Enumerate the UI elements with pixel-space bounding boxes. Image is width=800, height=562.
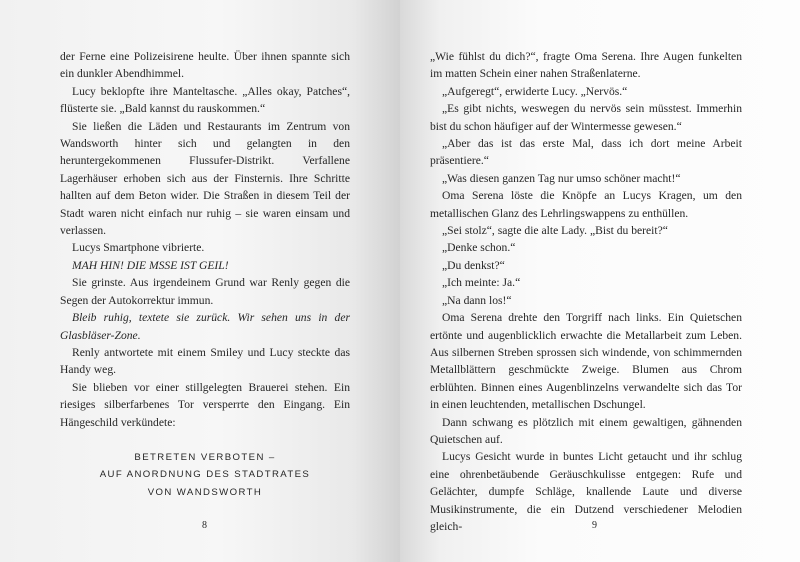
paragraph: Bleib ruhig, textete sie zurück. Wir sehen uns in der Glasbläser-Zone. (60, 311, 350, 342)
paragraph: Oma Serena drehte den Torgriff nach links. Ein Quietschen ertönte und augenblicklich erwachte die Metallarbeit zum Leben. Aus silbernen Streben sprossen sich windende, von schimmernden Metallblättern geschmückte Zweige. Blumen aus Chrom erblühten. Binnen eines Augenblinzelns verwandelte sich das Tor in einen leuchtenden, metallischen Dschungel. (430, 311, 742, 412)
paragraph: Sie ließen die Läden und Restaurants im Zentrum von Wandsworth hinter sich und gelangten in den heruntergekommenen Flussufer-Distrikt. Verfallene Lagerhäuser erhoben sich aus der Finsternis. Ihre Schritte hallten auf dem Beton wider. Die Straßen in diesem Teil der Stadt waren nicht einfach nur ruhig – sie waren einsam und verlassen. (60, 119, 350, 238)
sign-line: VON WANDSWORTH (147, 486, 263, 498)
paragraph: Lucys Gesicht wurde in buntes Licht getaucht und ihr schlug eine ohrenbetäubende Geräuschkulisse entgegen: Rufe und Gelächter, dumpfe Schläge, knallende Laute und diverse Musikinstrumente, die ein Dutzend verschiedener Melodien gleich- (430, 450, 742, 533)
paragraph-italic (60, 257, 350, 274)
paragraph: „Aber das ist das erste Mal, dass ich dort meine Arbeit präsentiere.“ (430, 137, 742, 168)
paragraph: „Was diesen ganzen Tag nur umso schöner macht!“ (442, 171, 681, 185)
sign-line: BETRETEN VERBOTEN – (134, 451, 276, 463)
paragraph: „Denke schon.“ (442, 241, 516, 255)
paragraph: Dann schwang es plötzlich mit einem gewaltigen, gähnenden Quietschen auf. (430, 415, 742, 446)
paragraph: „Wie fühlst du dich?“, fragte Oma Serena. Ihre Augen funkelten im matten Schein einer nahen Straßenlaterne. (430, 50, 742, 81)
right-page (400, 0, 800, 562)
paragraph: „Du denkst?“ (442, 258, 505, 272)
left-page-text (60, 48, 350, 501)
paragraph: Lucys Smartphone vibrierte. (72, 241, 205, 255)
sign-line: AUF ANORDNUNG DES STADTRATES (99, 469, 311, 481)
paragraph: Sie grinste. Aus irgendeinem Grund war Renly gegen die Segen der Autokorrektur immun. (60, 276, 350, 307)
sms-text: MAH HIN! DIE MSSE IST GEIL! (72, 258, 229, 272)
right-page-text (430, 48, 742, 535)
paragraph: „Sei stolz“, sagte die alte Lady. „Bist du bereit?“ (442, 224, 668, 238)
paragraph: „Es gibt nichts, weswegen du nervös sein müsstest. Immerhin bist du schon häufiger auf der Wintermesse gewesen.“ (430, 102, 742, 133)
paragraph: Lucy beklopfte ihre Manteltasche. „Alles okay, Patches“, flüsterte sie. „Bald kannst du rauskommen.“ (60, 84, 350, 116)
paragraph: der Ferne eine Polizeisirene heulte. Über ihnen spannte sich ein dunkler Abendhimmel. (60, 50, 350, 81)
paragraph: Renly antwortete mit einem Smiley und Lucy steckte das Handy weg. (60, 345, 350, 377)
page-number: 9 (592, 520, 597, 531)
page-number: 8 (202, 520, 207, 531)
paragraph: Sie blieben vor einer stillgelegten Brauerei stehen. Ein riesiges silberfarbenes Tor versperrte den Eingang. Ein Hängeschild verkündete: (60, 380, 350, 429)
paragraph: „Na dann los!“ (442, 293, 512, 307)
paragraph: „Ich meinte: Ja.“ (442, 276, 521, 290)
sign-text (60, 449, 350, 501)
paragraph: „Aufgeregt“, erwiderte Lucy. „Nervös.“ (442, 84, 628, 98)
paragraph: Oma Serena löste die Knöpfe an Lucys Kragen, um den metallischen Glanz des Lehrlingswappens zu enthüllen. (430, 189, 742, 220)
